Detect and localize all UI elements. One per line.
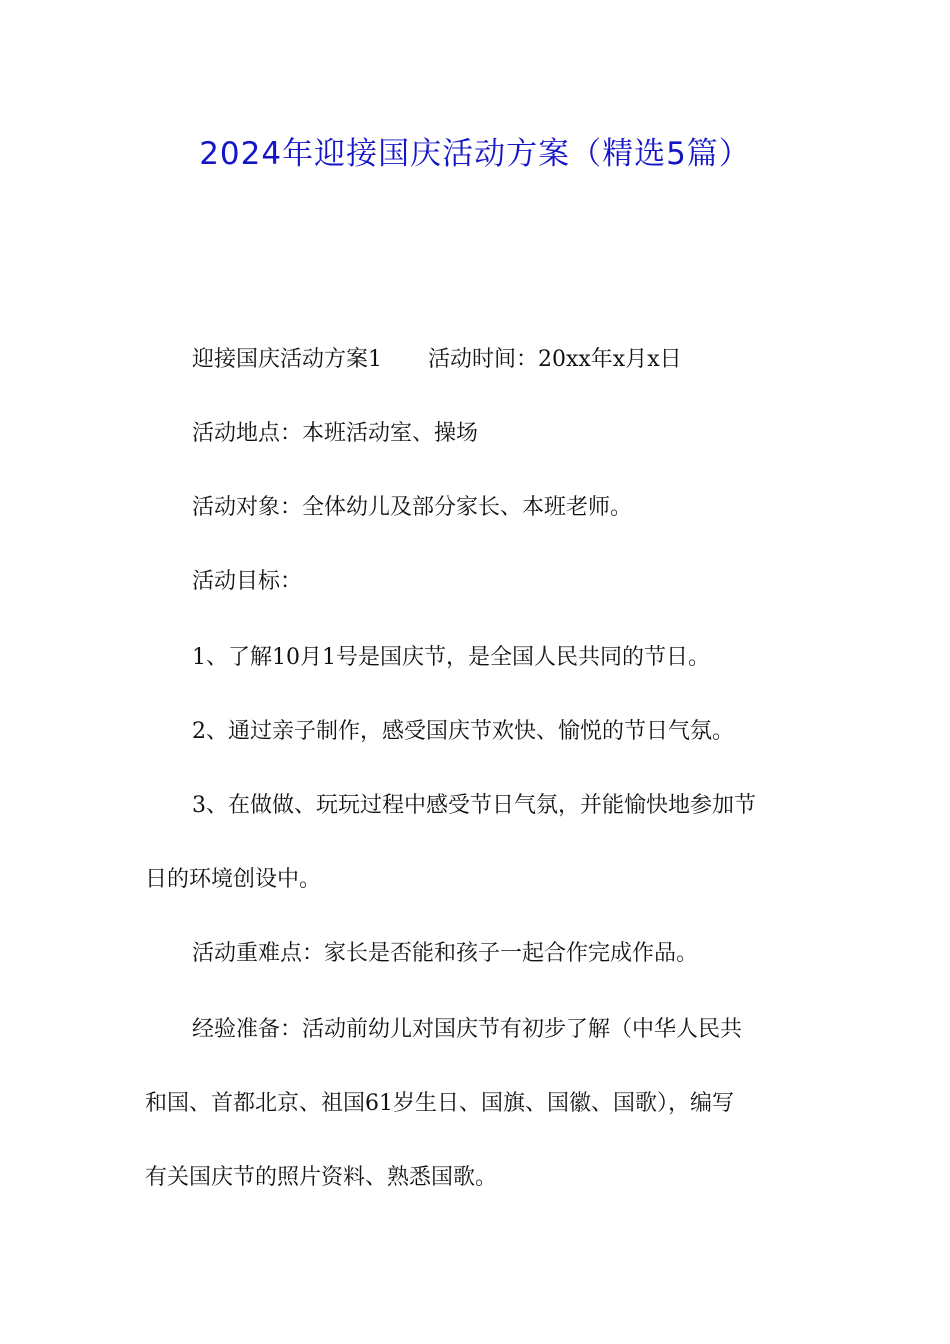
plan-heading-line [192, 342, 682, 378]
experience-preparation: 经验准备：活动前幼儿对国庆节有初步了解（中华人民共 [192, 1017, 743, 1042]
activity-goals-heading: 活动目标： [192, 569, 303, 594]
goal-item-3: 3、在做做、玩玩过程中感受节日气氛，并能愉快地参加节 [192, 793, 756, 818]
activity-participants: 活动对象：全体幼儿及部分家长、本班老师。 [192, 495, 633, 520]
activity-location: 活动地点：本班活动室、操场 [192, 421, 479, 446]
activity-key-difficulty: 活动重难点：家长是否能和孩子一起合作完成作品。 [192, 941, 699, 966]
goal-item-3-continued: 日的环境创设中。 [145, 867, 322, 892]
goal-item-1: 1、了解10月1号是国庆节，是全国人民共同的节日。 [192, 645, 710, 670]
experience-preparation-continued-2: 有关国庆节的照片资料、熟悉国歌。 [145, 1165, 498, 1190]
experience-preparation-continued-1: 和国、首都北京、祖国61岁生日、国旗、国徽、国歌），编写 [145, 1091, 734, 1116]
document-title: 2024年迎接国庆活动方案（精选5篇） [199, 136, 751, 172]
goal-item-2: 2、通过亲子制作，感受国庆节欢快、愉悦的节日气氛。 [192, 719, 734, 744]
plan-heading: 迎接国庆活动方案1 [192, 347, 382, 372]
activity-time: 活动时间：20xx年x月x日 [428, 347, 682, 372]
